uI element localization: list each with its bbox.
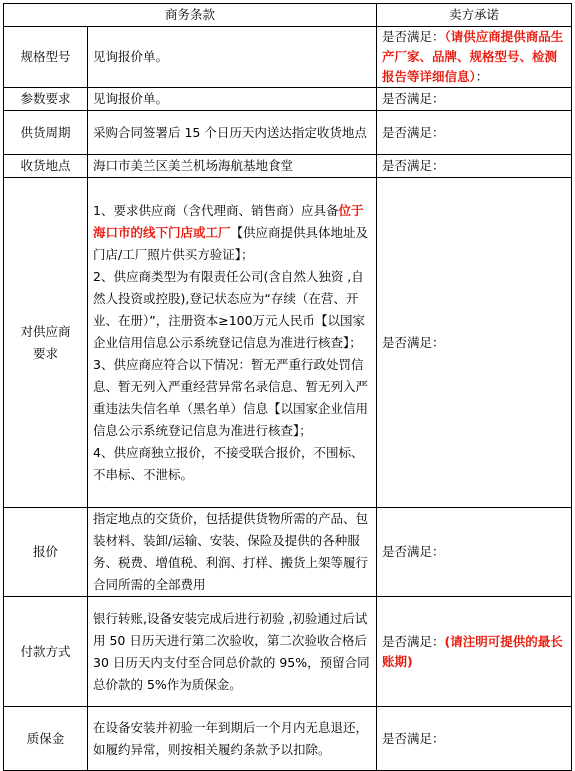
promise-note: （请供应商提供商品生产厂家、品牌、规格型号、检测报告等详细信息） bbox=[382, 29, 564, 84]
promise-tail: ： bbox=[475, 69, 489, 84]
row-promise: 是否满足： bbox=[377, 155, 572, 178]
table-row bbox=[4, 178, 572, 508]
supplier-requirements bbox=[88, 178, 377, 508]
table-row bbox=[4, 597, 572, 707]
requirement-1: 1、要求供应商（含代理商、销售商）应具备位于海口市的线下门店或工厂【供应商提供具体地址及门店/工厂照片供买方验证】； bbox=[93, 202, 369, 262]
promise-text: 是否满足： bbox=[382, 633, 445, 649]
requirement-4: 4、供应商独立报价，不接受联合报价，不围标、不串标、不泄标。 bbox=[93, 444, 364, 482]
table-header-row bbox=[4, 4, 572, 27]
row-promise: 是否满足： bbox=[377, 178, 572, 508]
row-label bbox=[4, 178, 88, 508]
row-content: 采购合同签署后 15 个日历天内送达指定收货地点 bbox=[88, 111, 377, 155]
row-label: 质保金 bbox=[4, 707, 88, 771]
table-row bbox=[4, 707, 572, 771]
row-promise: 是否满足： bbox=[377, 111, 572, 155]
row-content: 银行转账,设备安装完成后进行初验 ,初验通过后试用 50 日历天进行第二次验收，第二次验收合格后 30 日历天内支付至合同总价款的 95%，预留合同总价款的 5%作为质保金。 bbox=[88, 597, 377, 707]
row-label-line: 对供应商 bbox=[20, 323, 71, 339]
promise-text: 是否满足： bbox=[382, 29, 445, 44]
row-promise: 是否满足： bbox=[377, 88, 572, 111]
row-label: 参数要求 bbox=[4, 88, 88, 111]
row-content: 指定地点的交货价，包括提供货物所需的产品、包装材料、装卸/运输、安装、保险及提供的各种服务、税费、增值税、利润、打样、搬货上架等履行合同所需的全部费用 bbox=[88, 508, 377, 597]
table-row bbox=[4, 27, 572, 88]
row-label-line: 要求 bbox=[32, 345, 58, 361]
header-seller-promise: 卖方承诺 bbox=[377, 4, 572, 27]
business-terms-table bbox=[3, 3, 572, 771]
row-content: 见询报价单。 bbox=[88, 27, 377, 88]
promise-note: (请注明可提供的最长账期) bbox=[382, 633, 563, 669]
row-label: 收货地点 bbox=[4, 155, 88, 178]
row-label: 供货周期 bbox=[4, 111, 88, 155]
row-label: 付款方式 bbox=[4, 597, 88, 707]
requirement-2: 2、供应商类型为有限责任公司(含自然人独资 ,自然人投资或控股),登记状态应为“存续（在营、开业、在册）”，注册资本≥100万元人民币【以国家企业信用信息公示系统登记信息为准进行核查】； bbox=[93, 268, 366, 350]
table-row bbox=[4, 111, 572, 155]
row-content: 在设备安装并初验一年到期后一个月内无息退还，如履约异常，则按相关履约条款予以扣除。 bbox=[88, 707, 377, 771]
row-promise: 是否满足： bbox=[377, 508, 572, 597]
row-promise: 是否满足： bbox=[377, 707, 572, 771]
row-promise bbox=[377, 597, 572, 707]
row-label: 报价 bbox=[4, 508, 88, 597]
header-business-terms: 商务条款 bbox=[4, 4, 377, 27]
requirement-1-highlight: 位于海口市的线下门店或工厂 bbox=[93, 202, 364, 240]
table-row bbox=[4, 88, 572, 111]
row-label: 规格型号 bbox=[4, 27, 88, 88]
row-promise bbox=[377, 27, 572, 88]
requirement-3: 3、供应商应符合以下情况：暂无严重行政处罚信息、暂无列入严重经营异常名录信息、暂无列入严重违法失信名单（黑名单）信息【以国家企业信用信息公示系统登记信息为准进行核查】； bbox=[93, 356, 369, 438]
table-row bbox=[4, 508, 572, 597]
row-content: 海口市美兰区美兰机场海航基地食堂 bbox=[88, 155, 377, 178]
row-content: 见询报价单。 bbox=[88, 88, 377, 111]
table-row bbox=[4, 155, 572, 178]
